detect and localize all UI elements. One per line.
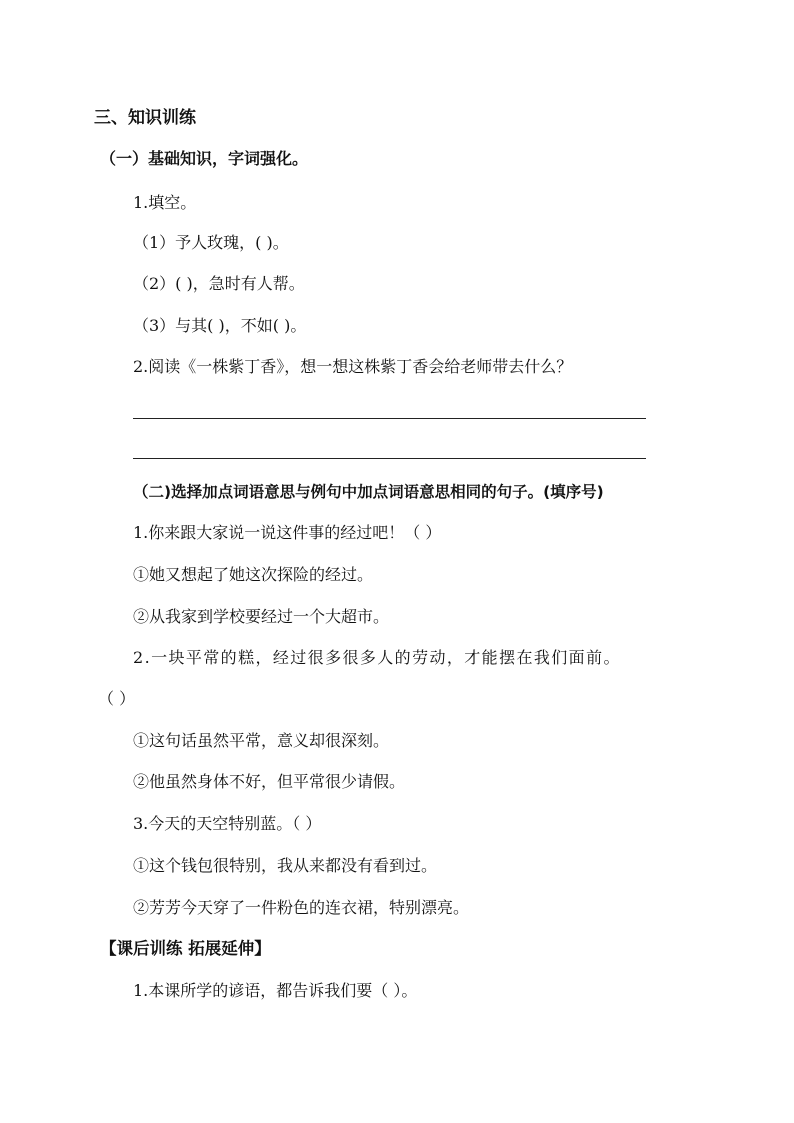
part2-q2-stem: 2.一块平常的糕，经过很多很多人的劳动，才能摆在我们面前。 [133, 648, 621, 667]
fill-blank-item-2: （2）( )，急时有人帮。 [133, 274, 305, 293]
part2-q1-option-2: ②从我家到学校要经过一个大超市。 [133, 607, 390, 626]
part2-q3-option-2: ②芳芳今天穿了一件粉色的连衣裙，特别漂亮。 [133, 898, 470, 917]
part1-heading: （一）基础知识，字词强化。 [100, 149, 309, 168]
after-class-q1: 1.本课所学的谚语，都告诉我们要（ ）。 [133, 981, 418, 1000]
part2-q1-stem: 1.你来跟大家说一说这件事的经过吧！（ ） [133, 523, 442, 542]
answer-line-1 [133, 418, 646, 419]
question-2-label: 2.阅读《一株紫丁香》，想一想这株紫丁香会给老师带去什么？ [133, 357, 573, 376]
part2-q3-stem: 3.今天的天空特别蓝。（ ） [133, 814, 322, 833]
after-class-heading: 【课后训练 拓展延伸】 [100, 939, 271, 958]
part2-q2-stem-cont: （ ） [98, 689, 136, 708]
fill-blank-item-1: （1）予人玫瑰，( )。 [133, 233, 289, 252]
part2-heading: （二)选择加点词语意思与例句中加点词语意思相同的句子。(填序号) [133, 483, 604, 501]
part2-q2-option-1: ①这句话虽然平常，意义却很深刻。 [133, 731, 390, 750]
part2-q2-option-2: ②他虽然身体不好，但平常很少请假。 [133, 772, 406, 791]
fill-blank-item-3: （3）与其( )，不如( )。 [133, 316, 307, 335]
part2-q3-option-1: ①这个钱包很特别，我从来都没有看到过。 [133, 856, 438, 875]
answer-line-2 [133, 458, 646, 459]
section-title: 三、知识训练 [94, 108, 196, 128]
question-1-label: 1.填空。 [133, 193, 197, 212]
part2-q1-option-1: ①她又想起了她这次探险的经过。 [133, 565, 374, 584]
